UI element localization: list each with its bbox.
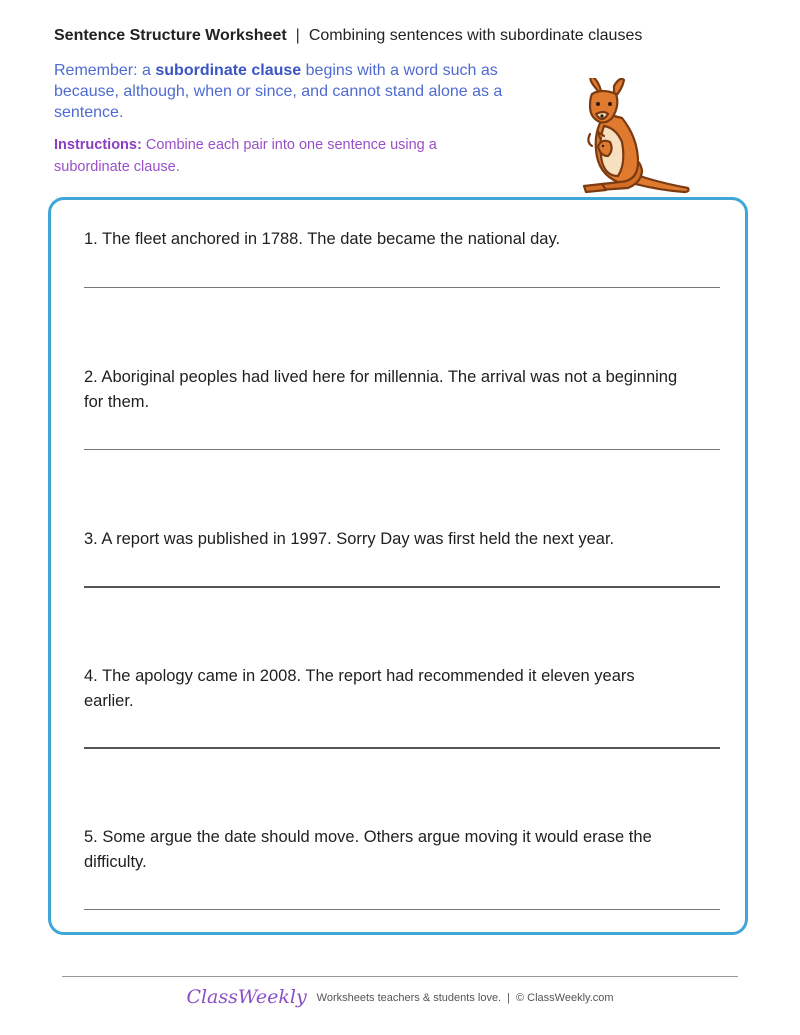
footer-separator: |: [507, 992, 510, 1004]
header-separator: |: [295, 27, 300, 44]
question-2: 2. Aboriginal peoples had lived here for millennia. The arrival was not a beginning for them.: [84, 368, 678, 411]
instructions-text: Combine each pair into one sentence using a subordinate clause.: [54, 137, 437, 175]
footer-copyright: © ClassWeekly.com: [515, 992, 614, 1004]
footer-tagline: Worksheets teachers & students love.: [316, 992, 502, 1004]
instructions: [54, 134, 484, 178]
answer-line-5[interactable]: [84, 909, 720, 910]
questions-panel: [48, 197, 748, 935]
remember-rest: begins with a word such as because, although, when or since, and cannot stand alone as a sentence.: [54, 62, 503, 121]
answer-line-1[interactable]: [84, 287, 720, 288]
question-3: 3. A report was published in 1997. Sorry Day was first held the next year.: [84, 530, 615, 548]
worksheet-title: Sentence Structure Worksheet: [54, 27, 287, 44]
remember-note: [54, 60, 534, 123]
question-5: 5. Some argue the date should move. Others argue moving it would erase the difficulty.: [84, 828, 652, 871]
footer: [0, 986, 800, 1008]
answer-line-2[interactable]: [84, 449, 720, 450]
footer-divider: [62, 976, 738, 977]
remember-term: subordinate clause: [155, 62, 302, 79]
remember-prefix: Remember: a: [54, 62, 156, 79]
question-4: 4. The apology came in 2008. The report had recommended it eleven years earlier.: [84, 667, 635, 710]
worksheet-header: [54, 27, 642, 45]
answer-line-3[interactable]: [84, 586, 720, 588]
answer-line-4[interactable]: [84, 747, 720, 749]
kangaroo-icon: [576, 78, 696, 196]
question-1: 1. The fleet anchored in 1788. The date became the national day.: [84, 230, 561, 248]
worksheet-subtitle: Combining sentences with subordinate clauses: [308, 27, 643, 44]
instructions-label: Instructions:: [54, 137, 142, 153]
brand-logo: ClassWeekly: [186, 986, 307, 1008]
